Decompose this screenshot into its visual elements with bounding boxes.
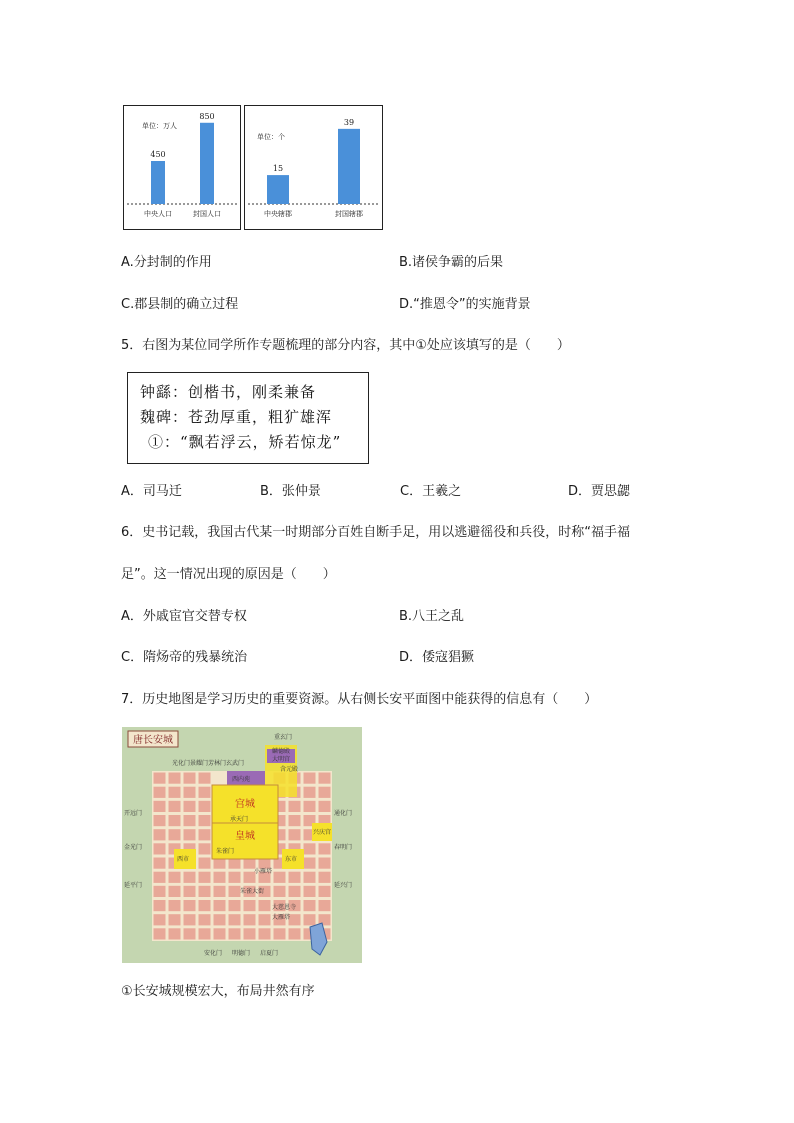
q6-option-a[interactable]: A．外戚宦官交替专权 bbox=[121, 609, 247, 624]
ward-block bbox=[169, 928, 181, 939]
population-bar-chart bbox=[123, 105, 241, 230]
ward-block bbox=[169, 872, 181, 883]
ward-block bbox=[304, 886, 316, 897]
q5-box-line-2: 魏碑：苍劲厚重，粗犷雄浑 bbox=[140, 408, 333, 426]
changan-city-map bbox=[122, 727, 362, 963]
ward-block bbox=[154, 914, 166, 925]
ward-block bbox=[289, 872, 301, 883]
map-label-hanyuan: 含元殿 bbox=[280, 766, 299, 773]
q5-stem: 5．右图为某位同学所作专题梳理的部分内容，其中①处应该填写的是（ ） bbox=[121, 338, 570, 353]
ward-block bbox=[289, 914, 301, 925]
ward-block bbox=[154, 801, 166, 812]
chart-bar-0 bbox=[151, 161, 165, 204]
ward-block bbox=[304, 773, 316, 784]
ward-block bbox=[154, 886, 166, 897]
ward-block bbox=[184, 787, 196, 798]
chart-value-label-1: 39 bbox=[343, 117, 355, 127]
q4-option-d[interactable]: D.“推恩令”的实施背景 bbox=[399, 297, 531, 312]
map-title: 唐长安城 bbox=[133, 735, 173, 746]
map-label-chunming: 春明门 bbox=[334, 844, 353, 851]
ward-block bbox=[319, 801, 331, 812]
map-label-guanghua: 光化门 bbox=[172, 760, 191, 767]
ward-block bbox=[229, 900, 241, 911]
ward-block bbox=[199, 900, 211, 911]
ward-block bbox=[169, 787, 181, 798]
ward-block bbox=[289, 801, 301, 812]
map-label-zhuque: 朱雀门 bbox=[216, 848, 235, 855]
q5-option-d[interactable]: D．贾思勰 bbox=[568, 484, 631, 499]
ward-block bbox=[304, 900, 316, 911]
ward-block bbox=[304, 858, 316, 869]
ward-block bbox=[154, 900, 166, 911]
ward-block bbox=[154, 872, 166, 883]
ward-block bbox=[229, 886, 241, 897]
ward-block bbox=[184, 886, 196, 897]
changan-map-svg bbox=[122, 727, 362, 963]
ward-block bbox=[199, 914, 211, 925]
map-label-xiaoyanta: 小雁塔 bbox=[254, 868, 273, 875]
map-label-dayanta: 大雁塔 bbox=[272, 914, 291, 921]
chart-category-label-1: 封国人口 bbox=[193, 210, 221, 218]
ward-block bbox=[304, 872, 316, 883]
ward-block bbox=[304, 787, 316, 798]
map-label-dacien: 大慈恩寺 bbox=[272, 904, 297, 911]
chart-value-label-1: 850 bbox=[199, 111, 215, 121]
ward-block bbox=[184, 914, 196, 925]
q4-option-c[interactable]: C.郡县制的确立过程 bbox=[121, 297, 239, 312]
ward-block bbox=[229, 928, 241, 939]
q5-option-b[interactable]: B．张仲景 bbox=[260, 484, 321, 499]
chart-category-label-0: 中央辖郡 bbox=[264, 210, 292, 218]
ward-block bbox=[199, 886, 211, 897]
ward-block bbox=[169, 900, 181, 911]
ward-block bbox=[244, 914, 256, 925]
ward-block bbox=[169, 829, 181, 840]
ward-block bbox=[304, 914, 316, 925]
ward-block bbox=[214, 872, 226, 883]
ward-block bbox=[259, 928, 271, 939]
commandery-bar-chart bbox=[244, 105, 383, 230]
map-label-tonghua: 通化门 bbox=[334, 810, 353, 817]
map-label-yanping: 延平门 bbox=[124, 882, 143, 889]
ward-block bbox=[229, 872, 241, 883]
chart-category-label-1: 封国辖郡 bbox=[335, 210, 363, 218]
map-label-linde: 麟德殿 bbox=[272, 748, 291, 755]
q7-item-1: ①长安城规模宏大，布局井然有序 bbox=[121, 984, 315, 999]
ward-block bbox=[214, 900, 226, 911]
ward-block bbox=[154, 787, 166, 798]
ward-block bbox=[199, 872, 211, 883]
ward-block bbox=[214, 886, 226, 897]
map-label-daming: 大明宫 bbox=[272, 756, 291, 763]
ward-block bbox=[289, 886, 301, 897]
ward-block bbox=[319, 787, 331, 798]
q4-option-a[interactable]: A.分封制的作用 bbox=[121, 255, 212, 270]
ward-block bbox=[169, 815, 181, 826]
ward-block bbox=[199, 801, 211, 812]
q6-option-c[interactable]: C．隋炀帝的残暴统治 bbox=[121, 650, 248, 665]
ward-block bbox=[169, 801, 181, 812]
ward-block bbox=[319, 858, 331, 869]
map-label-street: 朱雀大街 bbox=[240, 888, 265, 895]
commandery-chart-svg bbox=[245, 106, 382, 229]
ward-block bbox=[304, 801, 316, 812]
q6-stem-line2: 足”。这一情况出现的原因是（ ） bbox=[121, 567, 336, 582]
ward-block bbox=[214, 928, 226, 939]
q6-option-d[interactable]: D．倭寇猖獗 bbox=[399, 650, 475, 665]
chart-category-label-0: 中央人口 bbox=[144, 210, 172, 218]
map-label-jingyao: 景耀门 bbox=[190, 760, 209, 767]
ward-block bbox=[184, 773, 196, 784]
q7-stem: 7．历史地图是学习历史的重要资源。从右侧长安平面图中能获得的信息有（ ） bbox=[121, 692, 598, 707]
q6-stem-line1: 6．史书记载，我国古代某一时期部分百姓自断手足，用以逃避徭役和兵役，时称“福手福 bbox=[121, 525, 631, 540]
chart-value-label-0: 450 bbox=[150, 150, 166, 159]
map-label-anhua: 安化门 bbox=[204, 950, 223, 957]
ward-block bbox=[214, 914, 226, 925]
map-label-yanxing: 延兴门 bbox=[334, 882, 353, 889]
ward-block bbox=[184, 872, 196, 883]
chart-bar-1 bbox=[200, 123, 214, 204]
map-label-huangcheng: 皇城 bbox=[235, 831, 255, 842]
chart-bar-0 bbox=[267, 175, 289, 204]
chart-unit-label: 单位：万人 bbox=[142, 122, 177, 130]
ward-block bbox=[169, 886, 181, 897]
ward-block bbox=[154, 815, 166, 826]
chart-unit-label: 单位：个 bbox=[257, 133, 285, 141]
ward-block bbox=[184, 900, 196, 911]
ward-block bbox=[319, 872, 331, 883]
ward-block bbox=[199, 815, 211, 826]
q5-calligraphy-box bbox=[127, 372, 369, 464]
ward-block bbox=[154, 843, 166, 854]
ward-block bbox=[199, 928, 211, 939]
population-chart-svg bbox=[124, 106, 240, 229]
q5-option-a[interactable]: A．司马迁 bbox=[121, 484, 182, 499]
ward-block bbox=[184, 815, 196, 826]
map-label-fanglin: 芳林门 bbox=[208, 760, 227, 767]
chart-bar-1 bbox=[338, 129, 360, 204]
ward-block bbox=[289, 829, 301, 840]
ward-block bbox=[184, 928, 196, 939]
ward-block bbox=[274, 886, 286, 897]
map-label-gongcheng: 宫城 bbox=[235, 799, 255, 810]
ward-block bbox=[259, 914, 271, 925]
ward-block bbox=[244, 928, 256, 939]
ward-block bbox=[319, 773, 331, 784]
ward-block bbox=[154, 858, 166, 869]
map-label-chongxuan: 重玄门 bbox=[274, 734, 293, 741]
map-label-jinguang: 金光门 bbox=[124, 844, 143, 851]
q5-option-c[interactable]: C．王羲之 bbox=[400, 484, 462, 499]
ward-block bbox=[304, 843, 316, 854]
ward-block bbox=[199, 773, 211, 784]
ward-block bbox=[154, 773, 166, 784]
map-label-xishi: 西市 bbox=[177, 856, 190, 863]
map-label-chengtian: 承天门 bbox=[230, 816, 249, 823]
ward-block bbox=[229, 914, 241, 925]
ward-block bbox=[169, 914, 181, 925]
ward-block bbox=[154, 829, 166, 840]
map-label-mingde: 明德门 bbox=[232, 950, 251, 957]
map-label-xingqing: 兴庆宫 bbox=[313, 829, 332, 836]
ward-block bbox=[154, 928, 166, 939]
ward-block bbox=[184, 801, 196, 812]
ward-block bbox=[199, 843, 211, 854]
map-label-xuanwu: 玄武门 bbox=[226, 760, 245, 767]
ward-block bbox=[319, 900, 331, 911]
ward-block bbox=[244, 900, 256, 911]
ward-block bbox=[199, 787, 211, 798]
q4-option-b[interactable]: B.诸侯争霸的后果 bbox=[399, 255, 504, 270]
ward-block bbox=[274, 928, 286, 939]
ward-block bbox=[259, 900, 271, 911]
chart-value-label-0: 15 bbox=[272, 164, 284, 174]
ward-block bbox=[319, 886, 331, 897]
map-label-kaiyuan: 开远门 bbox=[124, 810, 143, 817]
q5-box-line-1: 钟繇：创楷书，刚柔兼备 bbox=[140, 383, 317, 401]
ward-block bbox=[274, 872, 286, 883]
ward-block bbox=[289, 815, 301, 826]
ward-block bbox=[199, 829, 211, 840]
q6-option-b[interactable]: B.八王之乱 bbox=[399, 609, 465, 624]
q5-box-line-3: ①：“飘若浮云，矫若惊龙” bbox=[148, 433, 342, 451]
ward-block bbox=[199, 858, 211, 869]
ward-block bbox=[169, 773, 181, 784]
map-label-qixia: 启夏门 bbox=[260, 950, 279, 957]
map-label-dongshi: 东市 bbox=[285, 856, 298, 863]
ward-block bbox=[319, 843, 331, 854]
map-label-xineiyuan: 西内苑 bbox=[232, 776, 251, 783]
ward-block bbox=[289, 928, 301, 939]
ward-block bbox=[184, 829, 196, 840]
